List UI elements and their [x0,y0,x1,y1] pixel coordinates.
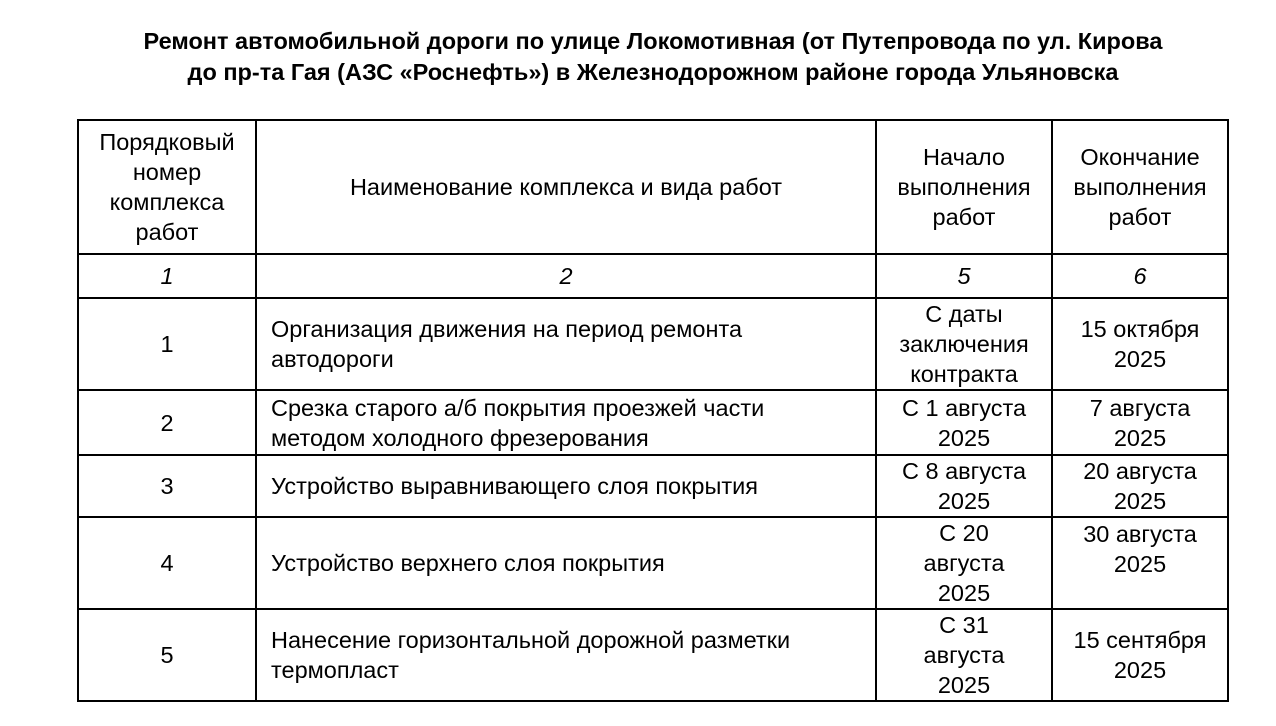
row-end-line: 2025 [1113,657,1167,683]
column-index: 1 [78,254,256,298]
row-end-line: 2025 [1113,551,1167,577]
row-number: 3 [78,455,256,517]
row-end [1052,390,1228,455]
row-name [256,390,876,455]
table-row [78,298,1228,390]
row-start-line: С 8 августа [901,458,1027,484]
row-start-line: 2025 [937,424,991,451]
header-end-line: Окончание [1080,144,1200,170]
header-end [1052,120,1228,254]
row-end-line: 2025 [1113,488,1167,514]
row-name-line: Нанесение горизонтальной дорожной разметки [271,627,791,653]
row-start [876,298,1052,390]
header-number-line: номер [132,159,202,185]
row-end [1052,455,1228,517]
header-number-line: Порядковый [99,129,235,155]
table-row [78,517,1228,609]
table-header-row [78,120,1228,254]
row-start-line: контракта [910,361,1018,387]
row-start-line: С 1 августа [901,394,1027,421]
row-end-line: 2025 [1113,424,1167,451]
column-index: 2 [256,254,876,298]
row-start [876,455,1052,517]
works-schedule-table [77,119,1229,702]
row-end-line: 20 августа [1083,458,1197,484]
header-end-line: работ [1108,204,1172,230]
header-number-line: работ [135,219,199,245]
row-start-line: августа [923,642,1005,668]
row-start-line: 2025 [937,488,991,514]
document-title-line-1: Ремонт автомобильной дороги по улице Локомотивная (от Путепровода по ул. Кирова [143,28,1163,54]
row-end [1052,609,1228,701]
row-end-line: 2025 [1113,346,1167,372]
header-number [78,120,256,254]
row-start [876,517,1052,609]
row-name-line: Устройство верхнего слоя покрытия [271,550,665,576]
row-end-line: 15 октября [1080,316,1200,342]
row-start-line: С 31 [939,612,989,638]
row-end [1052,298,1228,390]
row-name [256,298,876,390]
row-number: 5 [78,609,256,701]
header-start-line: Начало [923,144,1005,170]
row-start-line: заключения [899,331,1029,357]
row-name [256,609,876,701]
row-name-line: Организация движения на период ремонта [271,316,743,342]
row-start-line: С даты [925,301,1003,327]
row-number: 1 [78,298,256,390]
row-end-line: 15 сентября [1073,627,1207,653]
row-start-line: С 20 [939,520,989,546]
row-name-line: автодороги [271,346,394,372]
table-row [78,390,1228,455]
table-row [78,455,1228,517]
header-number-line: комплекса [109,189,225,215]
row-end-line: 7 августа [1089,394,1191,421]
row-start-line: 2025 [937,672,991,698]
column-index-row [78,254,1228,298]
row-start-line: 2025 [937,580,991,606]
row-number: 2 [78,390,256,455]
row-name [256,455,876,517]
header-name: Наименование комплекса и вида работ [256,120,876,254]
column-index: 6 [1052,254,1228,298]
document-title-line-2: до пр-та Гая (АЗС «Роснефть») в Железнодорожном районе города Ульяновска [187,59,1119,85]
header-end-line: выполнения [1073,174,1207,200]
row-name-line: методом холодного фрезерования [271,424,649,451]
row-name-line: термопласт [271,657,399,683]
column-index: 5 [876,254,1052,298]
row-start [876,390,1052,455]
row-name [256,517,876,609]
row-name-line: Срезка старого а/б покрытия проезжей части [271,394,765,421]
row-name-line: Устройство выравнивающего слоя покрытия [271,473,758,499]
table-row [78,609,1228,701]
header-start-line: работ [932,204,996,230]
row-end-line: 30 августа [1083,521,1197,547]
row-number: 4 [78,517,256,609]
header-start [876,120,1052,254]
row-end [1052,517,1228,609]
document-title [40,26,1266,88]
row-start-line: августа [923,550,1005,576]
header-start-line: выполнения [897,174,1031,200]
row-start [876,609,1052,701]
